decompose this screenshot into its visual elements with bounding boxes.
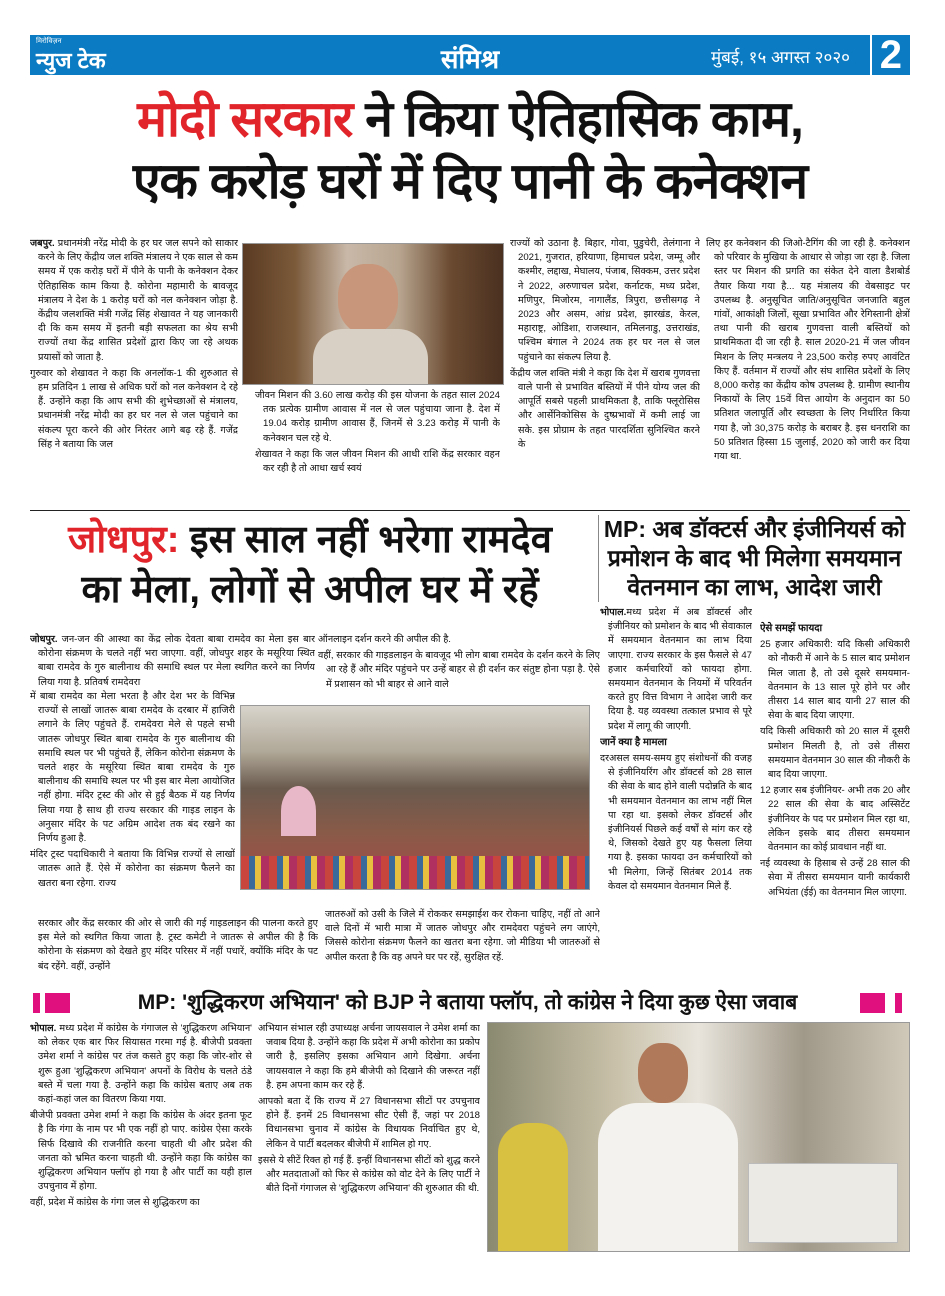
story1-col1 bbox=[30, 237, 238, 507]
headline-highlight: मोदी सरकार bbox=[137, 91, 353, 147]
paragraph: इससे ये सीटें रिक्त हो गई हैं. इन्हीं विधानसभा सीटों को शुद्ध करने और मतदाताओं को फिर से कांग्रेस को वोट देने के लिए पार्टी ने बीते दिनों गंगाजल से 'शुद्धिकरण अभियान' की शुरुआत की थी. bbox=[258, 1154, 480, 1195]
paragraph: मध्य प्रदेश में कांग्रेस के गंगाजल से 'शुद्धिकरण अभियान' को लेकर एक बार फिर सियासत गरमा गई है. बीजेपी प्रवक्ता उमेश शर्मा ने कांग्रेस पर तंज कसते हुए कहा कि जोर-शोर से शुरू हुआ 'शुद्धिकरण अभियान' अपनों के विरोध के चलते ठंडे बस्ते में चला गया है. उन्होंने कहा कि कांग्रेस बताए अब तक कहां-कहां जल का वितरण किया गया. bbox=[38, 1023, 252, 1106]
headline-line: प्रमोशन के बाद भी मिलेगा समयमान bbox=[607, 545, 902, 571]
decor-bar bbox=[895, 993, 902, 1013]
story1-headline bbox=[30, 88, 910, 212]
section-name: संमिश्र bbox=[440, 44, 500, 74]
paragraph: सरकार और केंद्र सरकार की ओर से जारी की गई गाइडलाइन की पालना करते हुए इस मेले को स्थगित किया जाता है. ट्रस्ट कमेटी ने जातरू से अपील की है कि कोरोना के संक्रमण को देखते हुए मंदिर परिसर में नहीं पधारें, क्योंकि मंदिर के पट बंद रहेंगे. वहीं, उन्होंने bbox=[38, 918, 318, 972]
paragraph: जीवन मिशन की 3.60 लाख करोड़ की इस योजना के तहत साल 2024 तक प्रत्येक ग्रामीण आवास में नल से जल पहुंचाया जाना है. देश में 19.04 करोड़ ग्रामीण आवास हैं, जिनमें से 3.23 करोड़ में पानी के कनेक्शन चल रहे थे. bbox=[255, 390, 500, 444]
crowd bbox=[241, 856, 589, 890]
politicians-photo bbox=[487, 1022, 910, 1252]
paragraph: 12 हजार सब इंजीनियर- अभी तक 20 और 22 साल की सेवा के बाद अस्सिटेंट इंजीनियर के पद पर प्रमोशन मिल रहा था, लेकिन इसके बाद तीसरा समयमान वेतनमान का कोई प्रावधान नहीं था. bbox=[760, 785, 910, 854]
story2-left bbox=[30, 690, 235, 918]
story4-headline: MP: 'शुद्धिकरण अभियान' को BJP ने बताया फ्लॉप, तो कांग्रेस ने दिया कुछ ऐसा जवाब bbox=[137, 991, 798, 1014]
paragraph: केंद्रीय जल शक्ति मंत्री ने कहा कि देश में खराब गुणवत्ता वाले पानी से प्रभावित बस्तियों में पीने योग्य जल की आपूर्ति सबसे पहली प्राथमिकता है, ताकि फ्लूरोसिस और आर्सेनिकोसिस के दुष्प्रभावों में कमी लाई जा सके. इस प्रोग्राम के तहत पारदर्शिता सुनिश्चित करने के bbox=[510, 367, 700, 450]
paragraph: में बाबा रामदेव का मेला भरता है और देश भर के विभिन्न राज्यों से लाखों जातरू बाबा रामदेव के दरबार में हाजिरी लगाने के लिए पहुंचते हैं. रामदेवरा मेले से पहले सभी जातरू जोधपुर स्थित बाबा रामदेव के गुरु बालीनाथ की समाधि स्थल पर भी पहुंचते हैं, लेकिन कोरोना संक्रमण के चलते शहर के मसूरिया स्थित बाबा रामदेव के गुरु बालीनाथ की समाधि स्थल पर भी इस बार मेला आयोजित नहीं होगा. मंदिर ट्रस्ट की ओर से हुई बैठक में यह निर्णय लिया गया है साथ ही राज्य सरकार की गाइड लाइन के अनुसार मंदिर के पट अग्रिम आदेश तक बंद रखने का निर्णय हुआ है. bbox=[30, 691, 235, 845]
headline-line: वेतनमान का लाभ, आदेश जारी bbox=[627, 574, 882, 600]
person-face bbox=[638, 1043, 688, 1103]
decor-bar bbox=[860, 993, 885, 1013]
headline-text: इस साल नहीं भरेगा रामदेव bbox=[179, 519, 552, 561]
headline-line: MP: अब डॉक्टर्स और इंजीनियर्स को bbox=[603, 516, 906, 542]
paragraph: जन-जन की आस्था का केंद्र लोक देवता बाबा रामदेव का मेला इस बार कोरोना संक्रमण के चलते नहीं भरा जाएगा. वहीं, जोधपुर शहर के मसूरिया स्थित बाबा रामदेव के गुरु बालीनाथ की समाधि स्थल पर मेला स्थगित करने का निर्णय लिया गया है. प्रतिवर्ष रामदेवरा bbox=[38, 634, 315, 688]
paragraph: जातरुओं को उसी के जिले में रोककर समझाईश कर रोकना चाहिए, नहीं तो आने वाले दिनों में भारी मात्रा में जातरु जोधपुर और रामदेवरा पहुंचने लग जाएंगे, जिससे कोरोना संक्रमण फैलने का खतरा बना रहेगा. जो मीडिया भी जातरुओं से अपील करता है कि वह अपने घर पर रहें, सुरक्षित रहें. bbox=[325, 909, 600, 963]
person-kurta bbox=[598, 1103, 738, 1252]
divider bbox=[30, 510, 910, 511]
decor-bar bbox=[45, 993, 70, 1013]
page-number: 2 bbox=[870, 34, 902, 76]
paragraph: बीजेपी प्रवक्ता उमेश शर्मा ने कहा कि कांग्रेस के अंदर इतना फूट है कि गंगा के नाम पर भी एक नहीं हो पाए. कांग्रेस ऐसा करके सिर्फ दिखावे की राजनीति करना चाहती थी और प्रदेश की जनता को भ्रमित करना चाहती थी. उन्होंने कहा कि कांग्रेस का शुद्धिकरण अभियान फ्लॉप हो गया है और पार्टी का यही हाल उपचुनाव में होगा. bbox=[30, 1110, 252, 1193]
paragraph: मंदिर ट्रस्ट पदाधिकारी ने बताया कि विभिन्न राज्यों से लाखों जातरू आते हैं. ऐसे में कोरोना का संक्रमण फैलने का खतरा बना रहेगा. राज्य bbox=[30, 849, 235, 889]
paragraph: ऑनलाइन दर्शन करने की अपील की है. bbox=[318, 634, 451, 645]
headline-line2: का मेला, लोगों से अपील घर में रहें bbox=[81, 569, 539, 611]
crowd-photo bbox=[240, 705, 590, 890]
paragraph: प्रधानमंत्री नरेंद्र मोदी के हर घर जल सपने को साकार करने के लिए केंद्रीय जल शक्ति मंत्रालय ने एक साल से कम समय में एक करोड़ घरों में पीने के पानी के कनेक्शन देकर ऐतिहासिक काम किया है. कोरोना महामारी के बावजूद मंत्रालय ने देश के 1 करोड़ घरों को नल कनेक्शन जोड़ा है. केंद्रीय जलशक्ति मंत्री गजेंद्र सिंह शेखावत ने यह जानकारी दी कि कम समय में इतनी बड़ी सफलता का श्रेय सभी राज्यों तथा केंद्र शासित प्रदेशों द्वारा किए जा रहे अथक प्रयासों को जाता है. bbox=[38, 238, 238, 363]
paragraph: 25 हजार अधिकारी: यदि किसी अधिकारी को नौकरी में आने के 5 साल बाद प्रमोशन मिल जाता है, तो उसे दूसरे समयमान-वेतनमान के 13 साल पूरे होने पर और तीसरा 14 साल बाद यानी 27 साल की सेवा के बाद दिया जाएगा. bbox=[760, 639, 910, 722]
person-shirt bbox=[313, 329, 428, 385]
masthead-tagline: मिरोविज़न bbox=[36, 38, 62, 45]
subheading: जानें क्या है मामला bbox=[600, 736, 667, 748]
story4-col2 bbox=[258, 1022, 480, 1258]
subheading: ऐसे समझें फायदा bbox=[760, 623, 823, 634]
minister-photo bbox=[242, 243, 504, 385]
paragraph: अभियान संभाल रही उपाध्यक्ष अर्चना जायसवाल ने उमेश शर्मा का जवाब दिया है. उन्होंने कहा कि प्रदेश में अभी कोरोना का प्रकोप जारी है, इसलिए इसका अभियान आगे दिखेगा. अर्चना जायसवाल ने कहा कि हमे बीजेपी को दिखाने की जरूरत नहीं है. हम अपना काम कर रहे हैं. bbox=[258, 1023, 480, 1091]
paragraph: लिए हर कनेक्शन की जिओ-टैगिंग की जा रही है. कनेक्शन को परिवार के मुखिया के आधार से जोड़ा जा रहा है. जिला स्तर पर मिशन की प्रगति का संकेत देने वाला डैशबोर्ड तैयार किया गया है... यह मंत्रालय की वेबसाइट पर उपलब्ध है. अनुसूचित जाति/अनुसूचित जनजाति बहुल गांवों, आकांक्षी जिलों, सूखा प्रभावित और रेगिस्तानी क्षेत्रों तथा पानी की खराब गुणवत्ता वाली बस्तियों को प्राथमिकता दी जा रही है. साल 2020-21 में जल जीवन मिशन के लिए मन्त्रलय ने 23,500 करोड़ रुपए आवंटित किए हैं. वर्तमान में राज्यों और संघ शासित प्रदेशों के लिए 8,000 करोड़ का केंद्रीय कोष उपलब्ध है. ग्रामीण स्थानीय निकायों के लिए 15वें वित्त आयोग के अनुदान का 50 प्रतिशत जलापूर्ति और स्वच्छता के लिए निर्धारित किया गया है, जो 30,375 करोड़ के बराबर है. इस धनराशि का 50 प्रतिशत हिस्सा 15 जुलाई, 2020 को जारी कर दिया गया था. bbox=[706, 238, 910, 463]
newspaper-name: न्युज टेक bbox=[36, 48, 106, 73]
story2-bottom-left bbox=[38, 917, 318, 987]
story1-col2 bbox=[255, 389, 500, 507]
story2-right-bottom bbox=[325, 908, 600, 988]
dateline: भोपाल. bbox=[600, 607, 627, 618]
paragraph: नई व्यवस्था के हिसाब से उन्हें 28 साल की सेवा में तीसरा समयमान यानी कार्यकारी अभियंता (ईई) का वेतनमान मिल जाएगा. bbox=[760, 858, 910, 898]
paragraph: दरअसल समय-समय हुए संशोधनों की वजह से इंजीनियरिंग और डॉक्टर्स को 28 साल की सेवा के बाद होने वाली पदोन्नति के बाद भी समयमान वेतनमान का लाभ नहीं मिल पा रहा था. इसको लेकर डॉक्टर्स और इंजीनियर्स पिछले कई वर्षों से मांग कर रहे थे, जिसको देखते हुए यह फैसला लिया गया है. इसका फायदा उन कर्मचारियों को भी मिलेगा, जिन्हें सितंबर 2014 तक केवल दो समयमान वेतनमान मिले हैं. bbox=[600, 753, 752, 892]
paragraph: यदि किसी अधिकारी को 20 साल में दूसरी प्रमोशन मिलती है, तो उसे तीसरा समयमान वेतनमान 30 साल की नौकरी के बाद दिया जाएगा. bbox=[760, 726, 910, 781]
story1-col4 bbox=[706, 237, 910, 507]
paragraph: शेखावत ने कहा कि जल जीवन मिशन की आधी राशि केंद्र सरकार वहन कर रही है तो आधा खर्च स्वयं bbox=[255, 448, 500, 475]
story2-right-top bbox=[318, 633, 600, 703]
map-paper bbox=[748, 1163, 898, 1243]
headline-highlight: जोधपुर: bbox=[68, 519, 180, 561]
headline-line2: एक करोड़ घरों में दिए पानी के कनेक्शन bbox=[132, 153, 808, 209]
story2-headline bbox=[30, 515, 590, 615]
story3-headline bbox=[598, 515, 910, 602]
paragraph: राज्यों को उठाना है. बिहार, गोवा, पुडुचेरी, तेलंगाना ने 2021, गुजरात, हरियाणा, हिमाचल प्रदेश, जम्मू और कश्मीर, लद्दाख, मेघालय, पंजाब, सिक्कम, उत्तर प्रदेश ने 2022, अरुणाचल प्रदेश, कर्नाटक, मध्य प्रदेश, मणिपुर, मिजोरम, नागालैंड, त्रिपुरा, छत्तीसगढ़ ने 2023 और असम, आंध्र प्रदेश, झारखंड, केरल, महाराष्ट्र, ओडिशा, राजस्थान, तमिलनाडु, उत्तराखंड, पश्चिम बंगाल ने 2024 तक हर घर नल से जल पहुंचाने का संकल्प लिया है. bbox=[510, 238, 700, 363]
person-face bbox=[338, 264, 398, 334]
story2-intro bbox=[30, 633, 315, 691]
paragraph: मध्य प्रदेश में अब डॉक्टर्स और इंजीनियर को प्रमोशन के बाद भी सेवाकाल में समयमान वेतनमान का लाभ दिया जाएगा. राज्य सरकार के इस फैसले से 47 हजार कर्मचारियों को फायदा होगा. समयमान वेतनमान के नियमों में परिवर्तन करते हुए वित्त विभाग ने आदेश जारी कर दिया है. यह व्यवस्था तत्काल प्रभाव से पूरे प्रदेश में लागू की जाएगी. bbox=[608, 607, 752, 732]
paragraph: वहीं, प्रदेश में कांग्रेस के गंगा जल से शुद्धिकरण का bbox=[30, 1197, 200, 1209]
masthead bbox=[30, 35, 910, 75]
paragraph: वहीं, सरकार की गाइडलाइन के बावजूद भी लोग बाबा रामदेव के दर्शन करने के लिए आ रहे हैं और मंदिर पहुंचने पर उन्हें बाहर से ही दर्शन कर संतुष्ट होना पड़ा है. ऐसे में प्रशासन को भी बाहर से आने वाले bbox=[318, 650, 600, 690]
paragraph: आपको बता दें कि राज्य में 27 विधानसभा सीटों पर उपचुनाव होने हैं. इनमें 25 विधानसभा सीट ऐसी हैं, जहां पर 2018 विधानसभा चुनाव में कांग्रेस के विधायक निर्वाचित हुए थे, लेकिन वे पार्टी बदलकर बीजेपी में शामिल हो गए. bbox=[258, 1096, 480, 1150]
dateline: भोपाल. bbox=[30, 1023, 57, 1034]
temple-shrine bbox=[281, 786, 316, 836]
story3-col1 bbox=[600, 606, 752, 986]
edition-date: मुंबई, १५ अगस्त २०२० bbox=[710, 48, 850, 67]
decor-bar bbox=[33, 993, 40, 1013]
story3-col2 bbox=[760, 620, 910, 985]
person-yellow bbox=[498, 1123, 568, 1252]
headline-text: ने किया ऐतिहासिक काम, bbox=[352, 91, 803, 147]
dateline: जोधपुर. bbox=[30, 634, 58, 645]
story4-col1 bbox=[30, 1022, 252, 1258]
dateline: जबपुर. bbox=[30, 238, 55, 249]
paragraph: गुरुवार को शेखावत ने कहा कि अनलॉक-1 की शुरुआत से हम प्रतिदिन 1 लाख से अधिक घरों को नल कनेक्शन दे रहे हैं. उन्होंने कहा कि आप सभी की शुभेच्छाओं से मंत्रालय, प्रधानमंत्री नरेंद्र मोदी का हर घर नल से जल पहुंचाने का संकल्प पूरा करने की ओर निरंतर आगे बढ़ रहे हैं. गजेंद्र सिंह ने बताया कि जल bbox=[30, 367, 238, 450]
story1-col3 bbox=[510, 237, 700, 507]
